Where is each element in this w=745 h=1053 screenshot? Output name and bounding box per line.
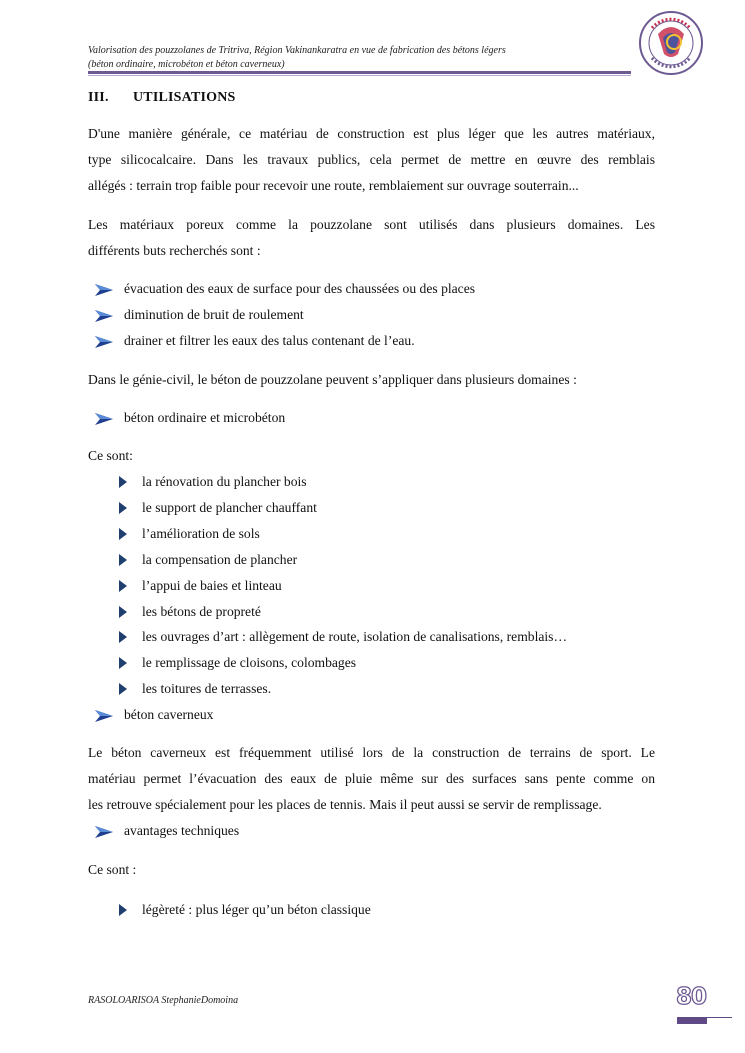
triangle-bullet-icon	[119, 580, 127, 592]
list-item-text: les toitures de terrasses.	[142, 681, 272, 696]
arrow-bullet-icon	[95, 826, 113, 838]
footer-author: RASOLOARISOA StephanieDomoina	[88, 995, 239, 1006]
paragraph-line: Le béton caverneux est fréquemment utilisé lors de la construction de terrains de sport. Le	[88, 745, 655, 760]
list-item-text: avantages techniques	[124, 823, 240, 838]
arrow-bullet-icon	[95, 413, 113, 425]
paragraph-line: D'une manière générale, ce matériau de construction est plus léger que les autres matériaux,	[88, 126, 655, 141]
list-item-text: le support de plancher chauffant	[142, 500, 317, 515]
paragraph-intro	[88, 121, 655, 199]
header-rule	[88, 71, 631, 74]
list-item-text: les bétons de propreté	[142, 604, 261, 619]
section-title	[88, 90, 236, 106]
triangle-bullet-icon	[119, 657, 127, 669]
paragraph-line: allégés : terrain trop faible pour recevoir une route, remblaiement sur ouvrage souterrain...	[88, 178, 579, 193]
list-item-text: légèreté : plus léger qu’un béton classique	[142, 902, 371, 917]
paragraph-line: matériau permet l’évacuation des eaux de pluie même sur des surfaces sans pente comme on	[88, 771, 655, 786]
triangle-bullet-icon	[119, 606, 127, 618]
paragraph-civil-engineering: Dans le génie-civil, le béton de pouzzolane peuvent s’appliquer dans plusieurs domaines :	[88, 372, 577, 387]
list-item-text: l’amélioration de sols	[142, 526, 260, 541]
faculty-seal-logo	[638, 10, 704, 76]
triangle-bullet-icon	[119, 476, 127, 488]
page-number-rule	[707, 1017, 732, 1018]
page-number-bar	[677, 1017, 707, 1024]
paragraph-ce-sont: Ce sont:	[88, 448, 133, 463]
paragraph-line: Les matériaux poreux comme la pouzzolane sont utilisés dans plusieurs domaines. Les	[88, 217, 655, 232]
paragraph-line: type silicocalcaire. Dans les travaux publics, cela permet de mettre en œuvre des remblais	[88, 152, 655, 167]
section-number: III.	[88, 90, 109, 105]
list-item-text: diminution de bruit de roulement	[124, 307, 304, 322]
list-item-text: évacuation des eaux de surface pour des chaussées ou des places	[124, 281, 476, 296]
triangle-bullet-icon	[119, 528, 127, 540]
header-line-2: (béton ordinaire, microbéton et béton caverneux)	[88, 59, 285, 70]
arrow-bullet-icon	[95, 710, 113, 722]
header-line-1: Valorisation des pouzzolanes de Tritriva, Région Vakinankaratra en vue de fabrication des bétons légers	[88, 45, 506, 56]
arrow-bullet-icon	[95, 284, 113, 296]
running-header	[88, 44, 648, 72]
list-item-text: les ouvrages d’art : allègement de route, isolation de canalisations, remblais…	[142, 629, 568, 644]
list-item-text: béton caverneux	[124, 707, 214, 722]
triangle-bullet-icon	[119, 904, 127, 916]
paragraph-ce-sont-2: Ce sont :	[88, 862, 137, 877]
paragraph-line: les retrouve spécialement pour les places de tennis. Mais il peut aussi se servir de remplissage.	[88, 797, 602, 812]
triangle-bullet-icon	[119, 683, 127, 695]
list-item-text: le remplissage de cloisons, colombages	[142, 655, 357, 670]
paragraph-porous-concrete	[88, 740, 655, 818]
list-item-text: béton ordinaire et microbéton	[124, 410, 286, 425]
triangle-bullet-icon	[119, 502, 127, 514]
triangle-bullet-icon	[119, 554, 127, 566]
section-heading: UTILISATIONS	[133, 90, 236, 105]
list-item-text: drainer et filtrer les eaux des talus contenant de l’eau.	[124, 333, 415, 348]
list-item-text: l’appui de baies et linteau	[142, 578, 282, 593]
paragraph-porous-materials	[88, 212, 655, 264]
header-rule-thin	[88, 75, 631, 76]
triangle-bullet-icon	[119, 631, 127, 643]
page-number: 80	[676, 984, 707, 1010]
paragraph-line: différents buts recherchés sont :	[88, 243, 261, 258]
arrow-bullet-icon	[95, 310, 113, 322]
list-item-text: la compensation de plancher	[142, 552, 298, 567]
arrow-bullet-icon	[95, 336, 113, 348]
list-item-text: la rénovation du plancher bois	[142, 474, 307, 489]
